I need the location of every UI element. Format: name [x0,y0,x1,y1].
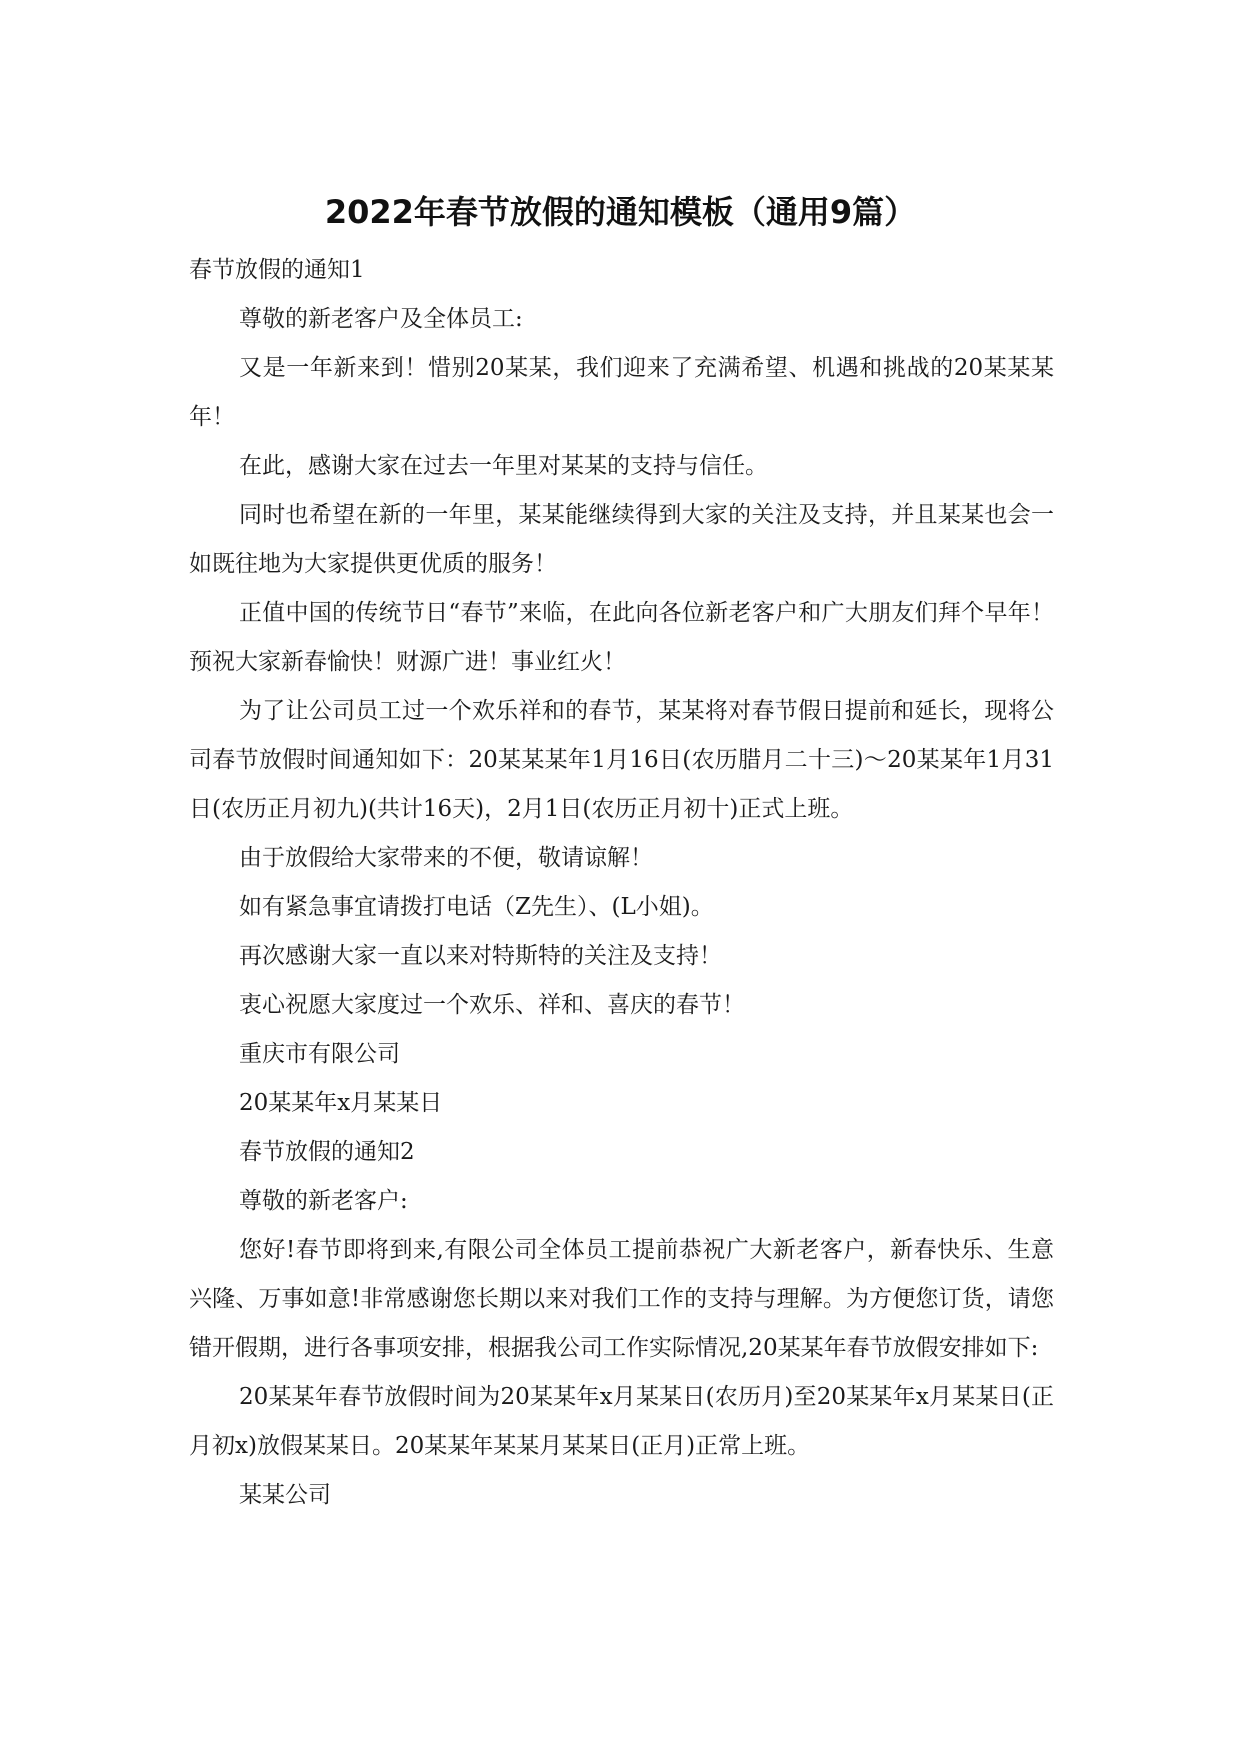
paragraph: 尊敬的新老客户: [239,1188,408,1214]
paragraph: 重庆市有限公司 [239,1041,400,1067]
paragraph: 您好!春节即将到来,有限公司全体员工提前恭祝广大新老客户，新春快乐、生意兴隆、万事如意!非常感谢您长期以来对我们工作的支持与理解。为方便您订货，请您错开假期，进行各事项安排，根据我公司工作实际情况,20某某年春节放假安排如下: [189,1237,1054,1361]
paragraph: 春节放假的通知1 [189,257,365,283]
paragraph: 由于放假给大家带来的不便，敬请谅解！ [239,845,653,871]
document-title: 2022年春节放假的通知模板（通用9篇） [324,193,917,231]
paragraph: 某某公司 [239,1482,331,1508]
paragraph: 再次感谢大家一直以来对特斯特的关注及支持！ [239,943,722,969]
paragraph: 春节放假的通知2 [239,1139,415,1165]
paragraph: 同时也希望在新的一年里，某某能继续得到大家的关注及支持，并且某某也会一如既往地为大家提供更优质的服务！ [189,502,1054,577]
paragraph: 正值中国的传统节日“春节”来临，在此向各位新老客户和广大朋友们拜个早年！预祝大家新春愉快！财源广进！事业红火！ [189,600,1054,675]
document-body [189,246,1054,1520]
paragraph: 衷心祝愿大家度过一个欢乐、祥和、喜庆的春节！ [239,992,745,1018]
paragraph: 如有紧急事宜请拨打电话（Z先生）、(L小姐)。 [239,894,714,920]
paragraph: 20某某年x月某某日 [239,1090,443,1116]
paragraph: 在此，感谢大家在过去一年里对某某的支持与信任。 [239,453,768,479]
paragraph: 尊敬的新老客户及全体员工: [239,306,523,332]
paragraph: 为了让公司员工过一个欢乐祥和的春节，某某将对春节假日提前和延长，现将公司春节放假时间通知如下：20某某某年1月16日(农历腊月二十三)～20某某年1月31日(农历正月初九)(共计16天)，2月1日(农历正月初十)正式上班。 [189,698,1054,822]
paragraph: 20某某年春节放假时间为20某某年x月某某日(农历月)至20某某年x月某某日(正月初x)放假某某日。20某某年某某月某某日(正月)正常上班。 [189,1384,1054,1459]
paragraph: 又是一年新来到！惜别20某某，我们迎来了充满希望、机遇和挑战的20某某某年！ [189,355,1054,430]
